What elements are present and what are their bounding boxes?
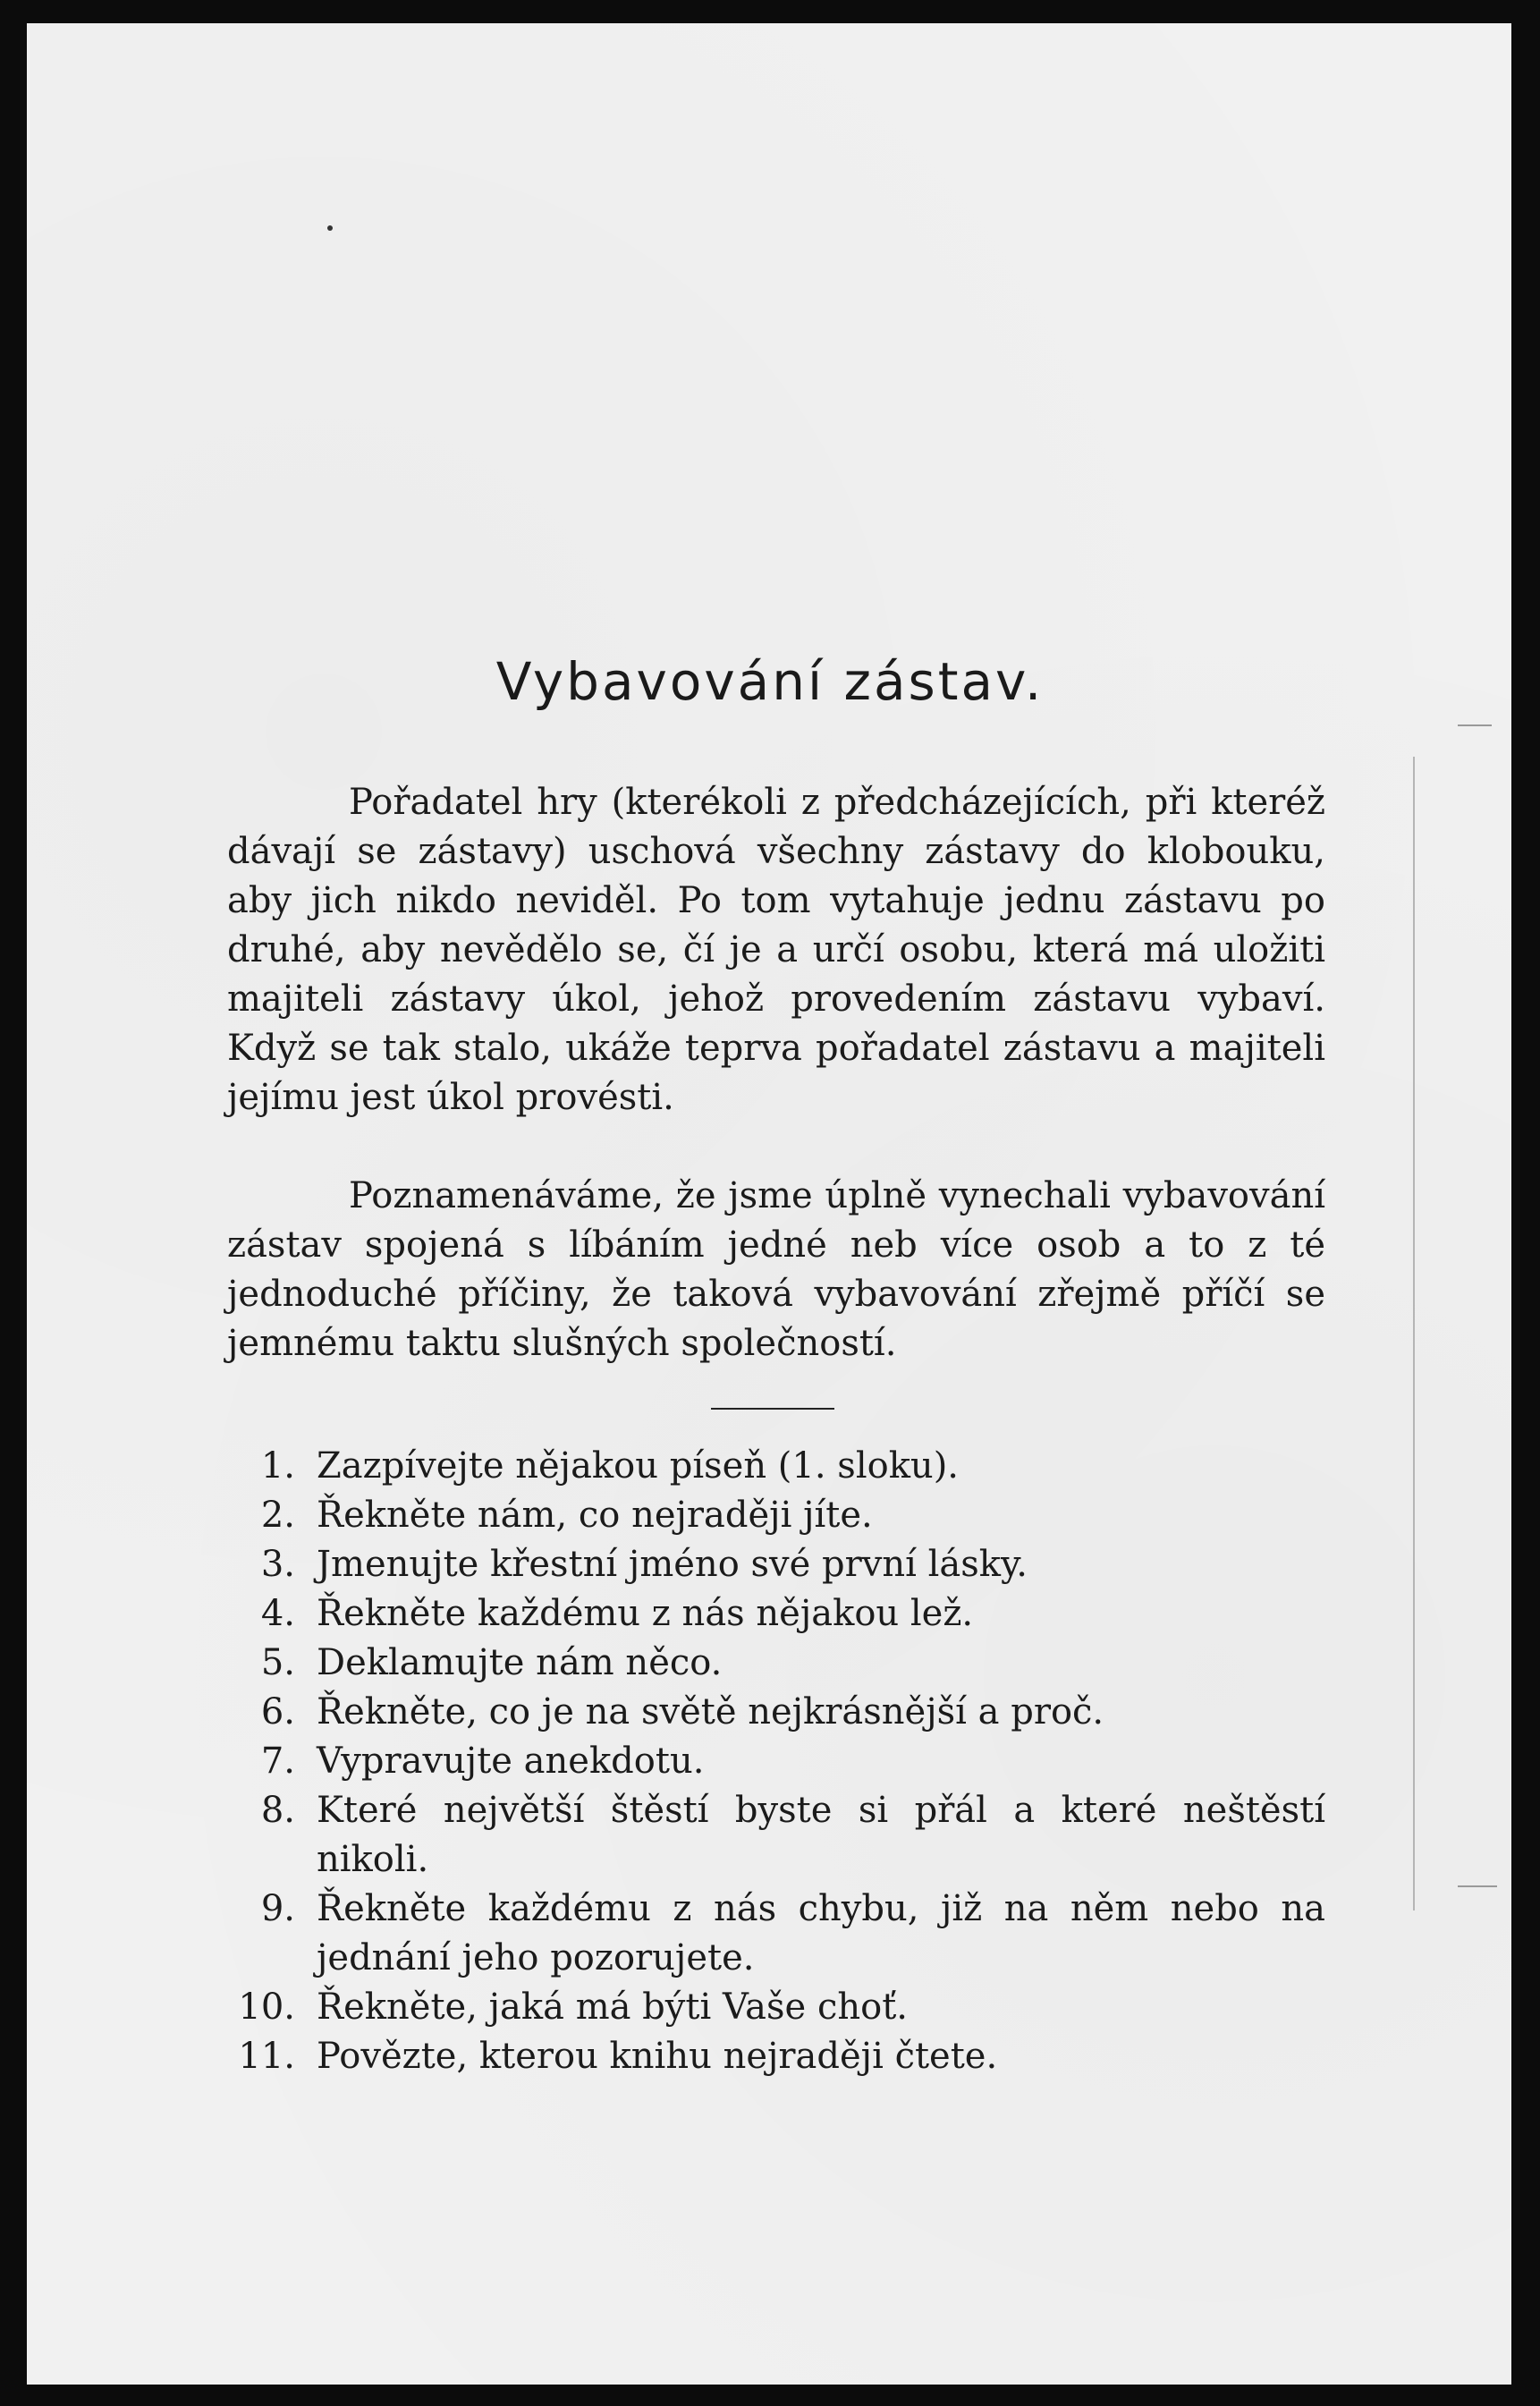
list-item	[227, 1589, 1325, 1639]
item-number: 9.	[260, 1888, 295, 1929]
item-number: 3.	[260, 1544, 295, 1585]
task-list	[227, 1442, 1325, 2081]
margin-mark	[1458, 724, 1492, 726]
list-item	[227, 1540, 1325, 1589]
item-number: 1.	[260, 1445, 295, 1487]
item-text: Deklamujte nám něco.	[317, 1642, 723, 1683]
item-text: Řekněte každému z nás chybu, již na něm nebo na jednání jeho pozorujete.	[317, 1888, 1325, 1978]
margin-mark	[1458, 1885, 1497, 1887]
item-text: Zazpívejte nějakou píseň (1. sloku).	[317, 1445, 960, 1487]
book-page	[27, 23, 1511, 2385]
page-title: Vybavování zástav.	[495, 651, 1045, 712]
item-text: Povězte, kterou knihu nejraději čtete.	[317, 2036, 998, 2077]
item-number: 10.	[238, 1987, 295, 2028]
paragraph-text: Poznamenáváme, že jsme úplně vynechali vybavování zástav spojená s líbáním jedné neb více osob a to z té jednoduché příčiny, že taková vybavování zřejmě příčí se jemnému taktu slušných společností.	[227, 1175, 1325, 1364]
item-number: 7.	[260, 1741, 295, 1782]
list-item	[227, 1442, 1325, 1491]
item-text: Které největší štěstí byste si přál a které neštěstí nikoli.	[317, 1790, 1325, 1880]
list-item	[227, 1737, 1325, 1786]
list-item	[227, 1885, 1325, 1983]
item-number: 5.	[260, 1642, 295, 1683]
list-item	[227, 2032, 1325, 2081]
margin-shadow	[1413, 757, 1415, 1910]
list-item	[227, 1786, 1325, 1885]
item-number: 11.	[238, 2036, 295, 2077]
item-text: Jmenujte křestní jméno své první lásky.	[317, 1544, 1028, 1585]
item-text: Řekněte každému z nás nějakou lež.	[317, 1593, 974, 1634]
list-item	[227, 1688, 1325, 1737]
item-number: 2.	[260, 1495, 295, 1536]
section-divider	[711, 1408, 834, 1410]
item-text: Řekněte nám, co nejraději jíte.	[317, 1495, 873, 1536]
item-number: 8.	[260, 1790, 295, 1831]
item-text: Řekněte, co je na světě nejkrásnější a proč.	[317, 1691, 1104, 1732]
paragraph-1	[227, 778, 1325, 1123]
item-text: Řekněte, jaká má býti Vaše choť.	[317, 1987, 908, 2028]
list-item	[227, 1491, 1325, 1540]
item-number: 6.	[260, 1691, 295, 1732]
item-text: Vypravujte anekdotu.	[317, 1741, 705, 1782]
item-number: 4.	[260, 1593, 295, 1634]
paragraph-2	[227, 1172, 1325, 1368]
list-item	[227, 1983, 1325, 2032]
paragraph-text: Pořadatel hry (kterékoli z předcházejících, při kteréž dávají se zástavy) uschová všechny zástavy do klobouku, aby jich nikdo neviděl. Po tom vytahuje jednu zástavu po druhé, aby nevědělo se, čí je a určí osobu, která má uložiti majiteli zástavy úkol, jehož provedením zástavu vybaví. Když se tak stalo, ukáže teprva pořadatel zástavu a majiteli jejímu jest úkol provésti.	[227, 782, 1325, 1118]
ink-speck	[327, 225, 333, 231]
scan-edge	[1511, 0, 1540, 2406]
list-item	[227, 1639, 1325, 1688]
